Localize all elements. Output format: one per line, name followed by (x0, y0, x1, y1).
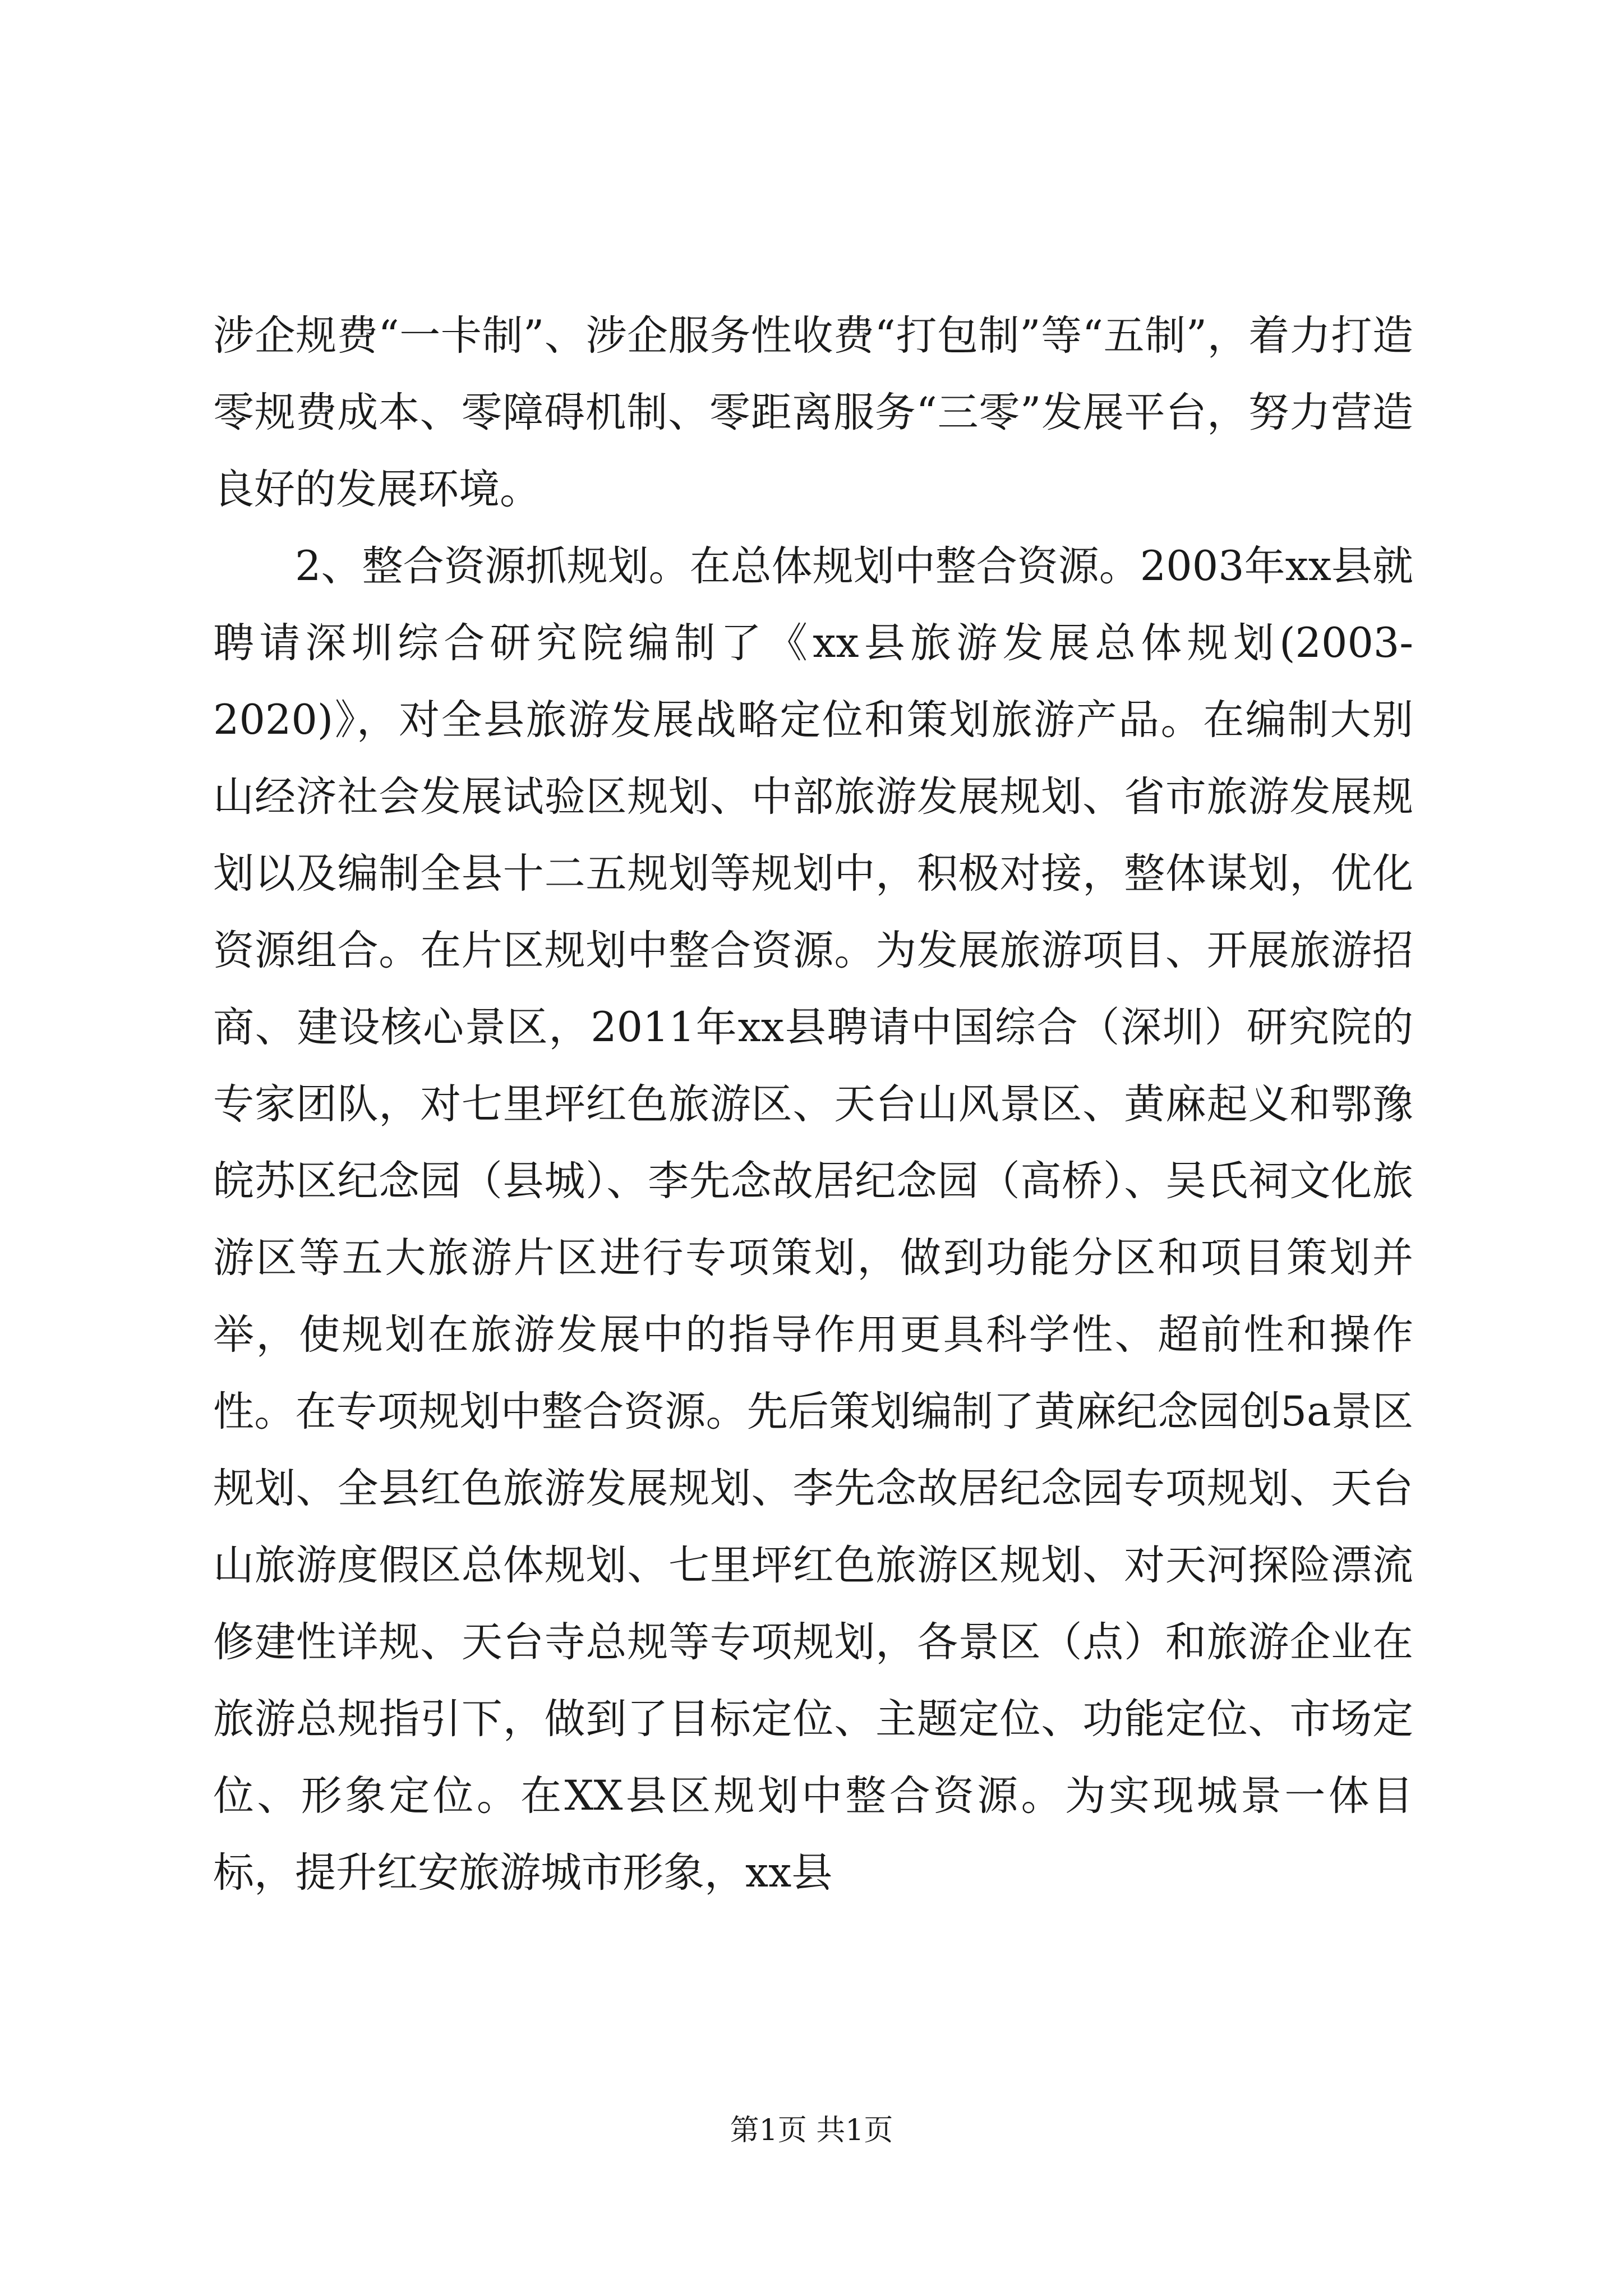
paragraph-planning: 2、整合资源抓规划。在总体规划中整合资源。2003年xx县就聘请深圳综合研究院编制了《xx县旅游发展总体规划(2003-2020)》，对全县旅游发展战略定位和策划旅游产品。在编制大别山经济社会发展试验区规划、中部旅游发展规划、省市旅游发展规划以及编制全县十二五规划等规划中，积极对接，整体谋划，优化资源组合。在片区规划中整合资源。为发展旅游项目、开展旅游招商、建设核心景区，2011年xx县聘请中国综合（深圳）研究院的专家团队，对七里坪红色旅游区、天台山风景区、黄麻起义和鄂豫皖苏区纪念园（县城）、李先念故居纪念园（高桥）、吴氏祠文化旅游区等五大旅游片区进行专项策划，做到功能分区和项目策划并举，使规划在旅游发展中的指导作用更具科学性、超前性和操作性。在专项规划中整合资源。先后策划编制了黄麻纪念园创5a景区规划、全县红色旅游发展规划、李先念故居纪念园专项规划、天台山旅游度假区总体规划、七里坪红色旅游区规划、对天河探险漂流修建性详规、天台寺总规等专项规划，各景区（点）和旅游企业在旅游总规指引下，做到了目标定位、主题定位、功能定位、市场定位、形象定位。在XX县区规划中整合资源。为实现城景一体目标，提升红安旅游城市形象，xx县 (213, 542, 1413, 1897)
document-body (213, 297, 1413, 1911)
paragraph-continuation: 涉企规费“一卡制”、涉企服务性收费“打包制”等“五制”，着力打造零规费成本、零障碍机制、零距离服务“三零”发展平台，努力营造良好的发展环境。 (213, 312, 1413, 513)
page-footer: 第1页 共1页 (730, 2114, 893, 2147)
